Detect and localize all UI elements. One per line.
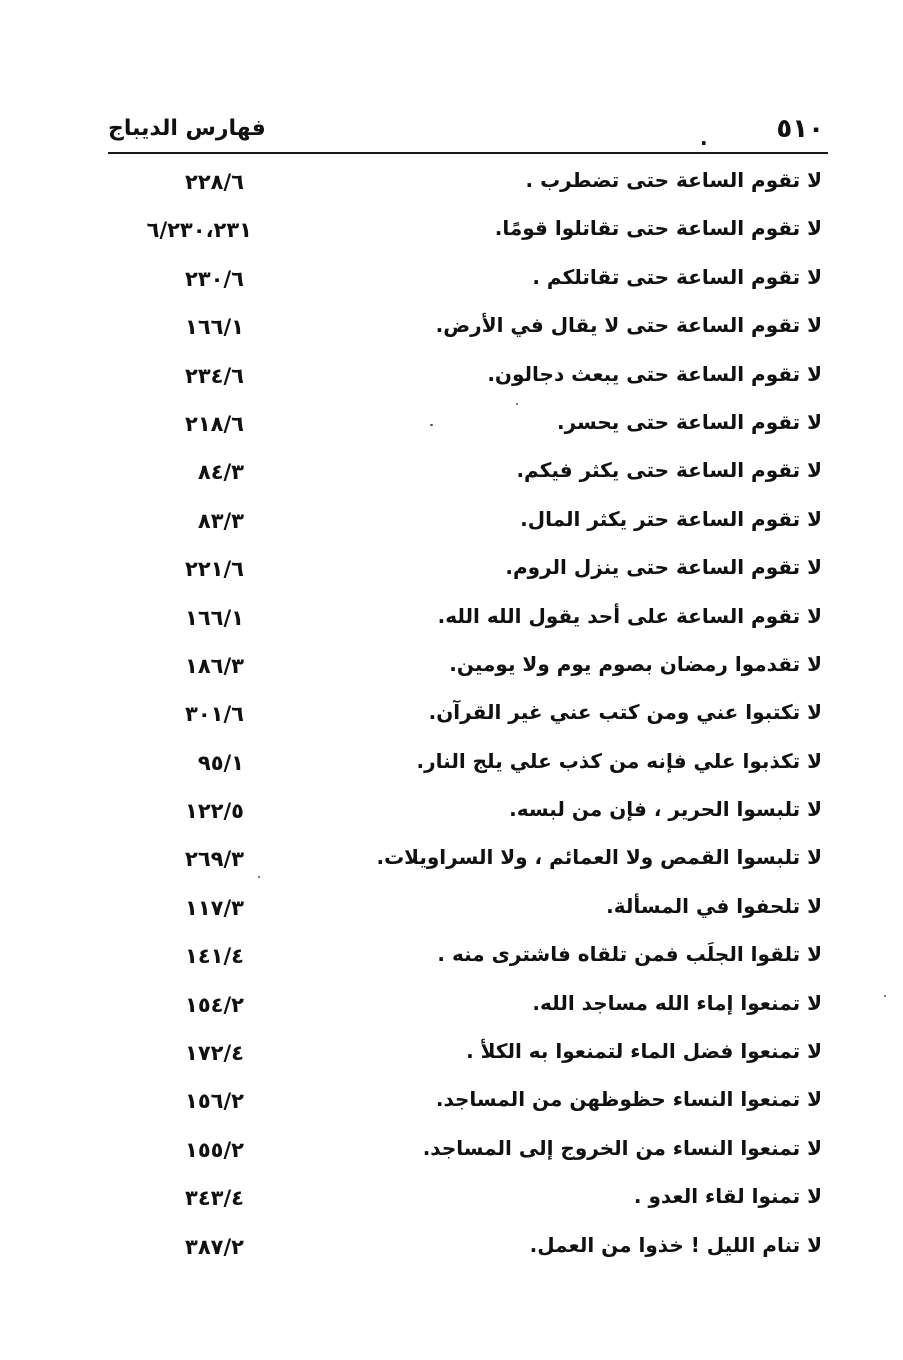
- entry-reference: ١٥٥/٢: [185, 1137, 244, 1162]
- entry-text: لا تقوم الساعة حتى ينزل الروم.: [505, 555, 822, 580]
- index-entry: [100, 741, 830, 789]
- entry-text: لا تلبسوا القمص ولا العمائم ، ولا السراويلات.: [376, 845, 822, 870]
- page-number: ٥١٠: [776, 114, 824, 144]
- scan-speck: [516, 403, 518, 405]
- index-entry: [100, 208, 830, 256]
- entry-text: لا تقوم الساعة حتر يكثر المال.: [520, 506, 822, 531]
- entry-reference: ٩٥/١: [197, 750, 244, 775]
- entry-text: لا تقوم الساعة حتى تقاتلكم .: [532, 264, 822, 289]
- entry-reference: ١٢٢/٥: [185, 799, 244, 824]
- header-divider: [108, 152, 828, 154]
- entry-reference: ٣٤٣/٤: [185, 1186, 244, 1211]
- entry-reference: ٢٢٨/٦: [185, 170, 244, 194]
- entry-reference: ١٥٦/٢: [185, 1089, 244, 1114]
- entry-reference: ١٨٦/٣: [185, 653, 244, 678]
- entry-text: لا تمنعوا النساء من الخروج إلى المساجد.: [422, 1135, 822, 1160]
- scan-speck: [884, 995, 886, 997]
- entry-text: لا تلقوا الجلَب فمن تلقاه فاشترى منه .: [437, 942, 822, 967]
- index-entry: [100, 1031, 830, 1079]
- index-entry: [100, 1128, 830, 1176]
- index-entry: [100, 499, 830, 547]
- entry-reference: ١٥٤/٢: [185, 992, 244, 1017]
- entry-reference: ١٧٢/٤: [185, 1041, 244, 1066]
- index-entry: [100, 886, 830, 934]
- index-entry: [100, 160, 830, 208]
- entry-reference: ٦/٢٣٠،٢٣١: [146, 218, 252, 243]
- scan-speck: [430, 424, 433, 426]
- entry-text: لا تقوم الساعة على أحد يقول الله الله.: [437, 603, 822, 628]
- header-dot: .: [700, 126, 708, 150]
- entry-reference: ٢٣٠/٦: [185, 266, 244, 291]
- index-entry: [100, 450, 830, 498]
- entry-text: لا تكذبوا علي فإنه من كذب علي يلج النار.: [416, 748, 822, 773]
- index-entry: [100, 1176, 830, 1224]
- entry-text: لا تمنوا لقاء العدو .: [633, 1184, 822, 1209]
- entry-text: لا تنام الليل ! خذوا من العمل.: [529, 1232, 822, 1257]
- index-entry: [100, 934, 830, 982]
- index-entry: [100, 305, 830, 353]
- entry-text: لا تلبسوا الحرير ، فإن من لبسه.: [509, 797, 822, 822]
- index-entry: [100, 596, 830, 644]
- index-entry: [100, 257, 830, 305]
- index-entry: [100, 692, 830, 740]
- index-entry-list: [100, 160, 830, 1273]
- entry-text: لا تقوم الساعة حتى يحسر.: [557, 409, 822, 434]
- entry-reference: ٨٣/٣: [197, 508, 244, 533]
- entry-reference: ٢٣٤/٦: [185, 363, 244, 388]
- entry-text: لا تقوم الساعة حتى يبعث دجالون.: [487, 361, 822, 386]
- entry-reference: ١٦٦/١: [185, 605, 244, 630]
- entry-text: لا تكتبوا عني ومن كتب عني غير القرآن.: [428, 700, 822, 725]
- entry-text: لا تقوم الساعة حتى تضطرب .: [525, 168, 822, 192]
- entry-reference: ٢٢١/٦: [185, 557, 244, 582]
- entry-reference: ٢١٨/٦: [185, 411, 244, 436]
- entry-reference: ٣٨٧/٢: [185, 1234, 244, 1259]
- entry-reference: ١١٧/٣: [185, 895, 244, 920]
- index-entry: [100, 1079, 830, 1127]
- index-entry: [100, 354, 830, 402]
- scan-speck: [258, 876, 260, 878]
- running-title: فهارس الديباج: [108, 116, 266, 141]
- entry-reference: ٣٠١/٦: [185, 702, 244, 727]
- entry-text: لا تمنعوا النساء حظوظهن من المساجد.: [435, 1087, 822, 1112]
- page-header: [108, 112, 828, 152]
- entry-reference: ١٤١/٤: [185, 944, 244, 969]
- entry-reference: ١٦٦/١: [185, 315, 244, 340]
- index-entry: [100, 983, 830, 1031]
- entry-text: لا تقوم الساعة حتى يكثر فيكم.: [516, 458, 822, 483]
- index-entry: [100, 402, 830, 450]
- entry-text: لا تقوم الساعة حتى لا يقال في الأرض.: [435, 313, 822, 338]
- index-entry: [100, 547, 830, 595]
- entry-text: لا تقدموا رمضان بصوم يوم ولا يومين.: [449, 651, 822, 676]
- entry-text: لا تلحفوا في المسألة.: [606, 893, 822, 918]
- entry-text: لا تقوم الساعة حتى تقاتلوا قومًا.: [494, 216, 822, 241]
- index-entry: [100, 644, 830, 692]
- entry-text: لا تمنعوا إماء الله مساجد الله.: [532, 990, 822, 1015]
- entry-text: لا تمنعوا فضل الماء لتمنعوا به الكلأ .: [466, 1039, 822, 1064]
- index-entry: [100, 1225, 830, 1273]
- index-entry: [100, 789, 830, 837]
- entry-reference: ٨٤/٣: [197, 460, 244, 485]
- entry-reference: ٢٦٩/٣: [185, 847, 244, 872]
- index-entry: [100, 837, 830, 885]
